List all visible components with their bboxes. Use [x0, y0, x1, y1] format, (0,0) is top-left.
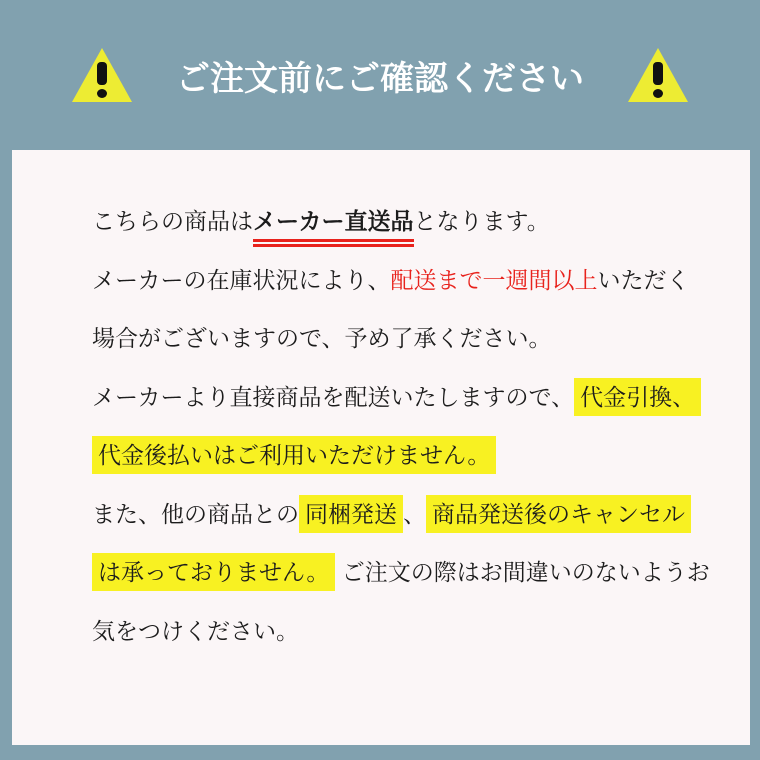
notice-text: 場合がございますので、予め了承ください。	[92, 325, 552, 351]
notice-panel	[12, 150, 750, 745]
exclamation-dot	[653, 89, 663, 98]
exclamation-bar	[97, 62, 107, 85]
notice-line-5	[92, 426, 736, 485]
notice-content	[12, 150, 750, 660]
notice-text-highlight: 商品発送後のキャンセル	[426, 495, 691, 533]
notice-text: となります。	[413, 208, 550, 234]
notice-text: メーカーより直接商品を配送いたしますので、	[92, 383, 575, 410]
exclamation-dot	[97, 89, 107, 98]
notice-text: ご注文の際はお間違いのないようお	[341, 559, 710, 585]
notice-line-4	[92, 368, 736, 427]
notice-text: いただく	[597, 266, 690, 293]
notice-text: 、	[403, 500, 426, 527]
notice-line-8	[92, 602, 736, 661]
notice-line-3	[92, 309, 736, 368]
warning-triangle-icon	[72, 48, 132, 102]
notice-text-highlight: 代金引換、	[574, 378, 701, 416]
header	[0, 0, 760, 150]
notice-text: メーカーの在庫状況により、	[92, 266, 391, 293]
notice-line-6	[92, 485, 736, 544]
notice-text-highlight: 代金後払いはご利用いただけません。	[92, 436, 496, 474]
warning-triangle-icon	[628, 48, 688, 102]
notice-text-highlight: は承っておりません。	[92, 553, 335, 591]
notice-line-7	[92, 543, 736, 602]
exclamation-bar	[653, 62, 663, 85]
notice-text-emphasis: メーカー直送品	[253, 206, 414, 247]
notice-text-highlight: 同梱発送	[299, 495, 403, 533]
notice-text: こちらの商品は	[92, 208, 253, 234]
notice-text-red: 配送まで一週間以上	[390, 266, 598, 293]
page-title: ご注文前にご確認ください	[176, 59, 584, 98]
notice-text: 気をつけください。	[92, 617, 299, 644]
notice-line-2	[92, 251, 736, 310]
notice-text: また、他の商品との	[92, 500, 299, 527]
notice-line-1	[92, 192, 736, 251]
